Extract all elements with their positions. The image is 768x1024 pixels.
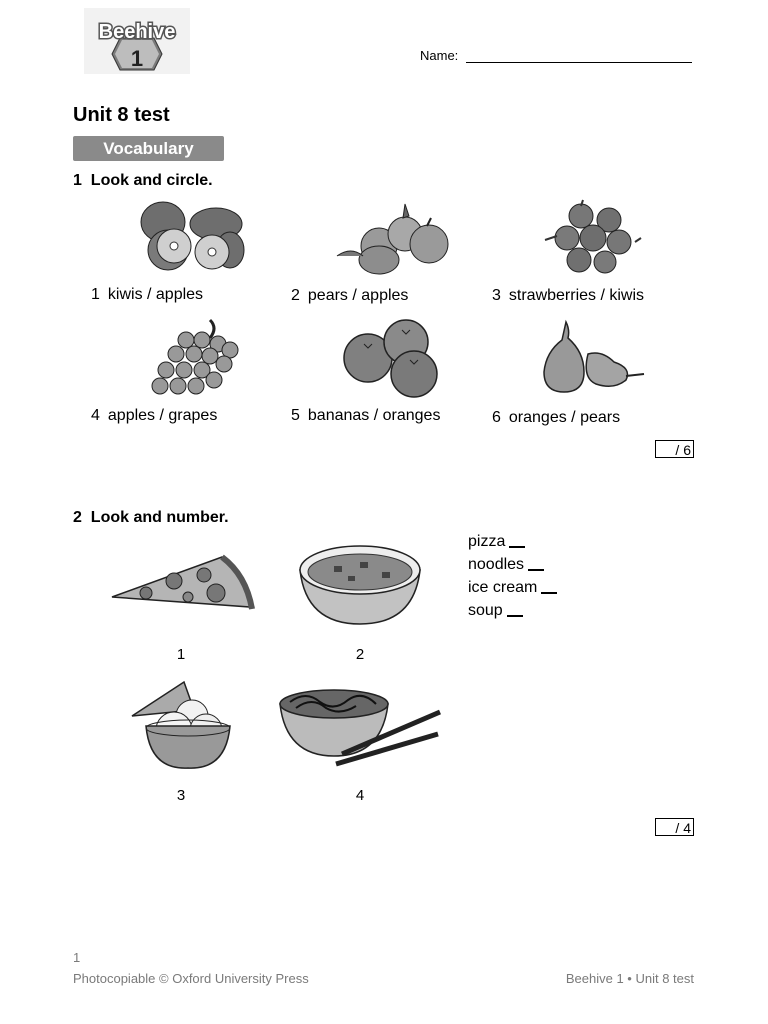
answer-blank[interactable] — [507, 615, 523, 617]
pears-image — [540, 318, 650, 398]
page-number: 1 — [73, 950, 81, 965]
exercise2-number: 2 — [73, 509, 82, 526]
choice-item-2[interactable] — [291, 287, 408, 305]
exercise1-instruction: Look and circle. — [90, 172, 213, 189]
choice-item-4[interactable] — [91, 407, 217, 425]
choice-number: 4 — [91, 407, 100, 424]
answer-item-soup[interactable] — [468, 599, 557, 622]
answer-list — [468, 530, 557, 622]
soup-image — [298, 540, 422, 626]
choice-text: kiwis / apples — [107, 286, 204, 303]
name-field[interactable] — [466, 62, 692, 63]
food-number-1: 1 — [176, 646, 186, 663]
name-label: Name: — [420, 48, 459, 63]
exercise2-heading — [73, 509, 229, 527]
footer-copyright: Photocopiable © Oxford University Press — [73, 971, 309, 986]
answer-label: ice cream — [468, 579, 538, 596]
answer-blank[interactable] — [509, 546, 525, 548]
choice-number: 1 — [91, 286, 100, 303]
noodles-image — [276, 684, 442, 766]
exercise1-heading — [73, 172, 213, 190]
svg-text:Beehive: Beehive — [98, 21, 176, 43]
section-tag: Vocabulary — [73, 136, 224, 161]
food-number-3: 3 — [176, 787, 186, 804]
answer-item-pizza[interactable] — [468, 530, 557, 553]
strawberries-image — [543, 198, 643, 278]
choice-number: 3 — [492, 287, 501, 304]
answer-label: pizza — [468, 533, 506, 550]
choice-number: 2 — [291, 287, 300, 304]
answer-blank[interactable] — [541, 592, 557, 594]
answer-item-noodles[interactable] — [468, 553, 557, 576]
exercise1-score-box[interactable]: / 6 — [655, 440, 694, 458]
exercise2-score-box[interactable]: / 4 — [655, 818, 694, 836]
answer-label: noodles — [468, 556, 525, 573]
answer-blank[interactable] — [528, 569, 544, 571]
answer-label: soup — [468, 602, 503, 619]
choice-text: apples / grapes — [107, 407, 218, 424]
grapes-image — [148, 318, 238, 398]
choice-number: 6 — [492, 409, 501, 426]
exercise1-number: 1 — [73, 172, 82, 189]
footer-title: Beehive 1 • Unit 8 test — [565, 971, 694, 986]
choice-item-3[interactable] — [492, 287, 644, 305]
choice-item-1[interactable] — [91, 286, 203, 304]
pizza-image — [110, 555, 254, 615]
food-number-4: 4 — [355, 787, 365, 804]
ice-cream-image — [128, 680, 232, 772]
svg-text:1: 1 — [130, 46, 144, 71]
exercise2-instruction: Look and number. — [90, 509, 229, 526]
food-number-2: 2 — [355, 646, 365, 663]
beehive-logo — [84, 8, 190, 74]
answer-item-ice-cream[interactable] — [468, 576, 557, 599]
choice-text: bananas / oranges — [307, 407, 441, 424]
choice-number: 5 — [291, 407, 300, 424]
choice-item-6[interactable] — [492, 409, 620, 427]
kiwis-image — [138, 200, 248, 276]
choice-text: oranges / pears — [508, 409, 621, 426]
choice-item-5[interactable] — [291, 407, 440, 425]
oranges-image — [342, 318, 442, 398]
choice-text: strawberries / kiwis — [508, 287, 645, 304]
page-title: Unit 8 test — [73, 104, 170, 126]
apples-image — [335, 200, 451, 276]
choice-text: pears / apples — [307, 287, 409, 304]
